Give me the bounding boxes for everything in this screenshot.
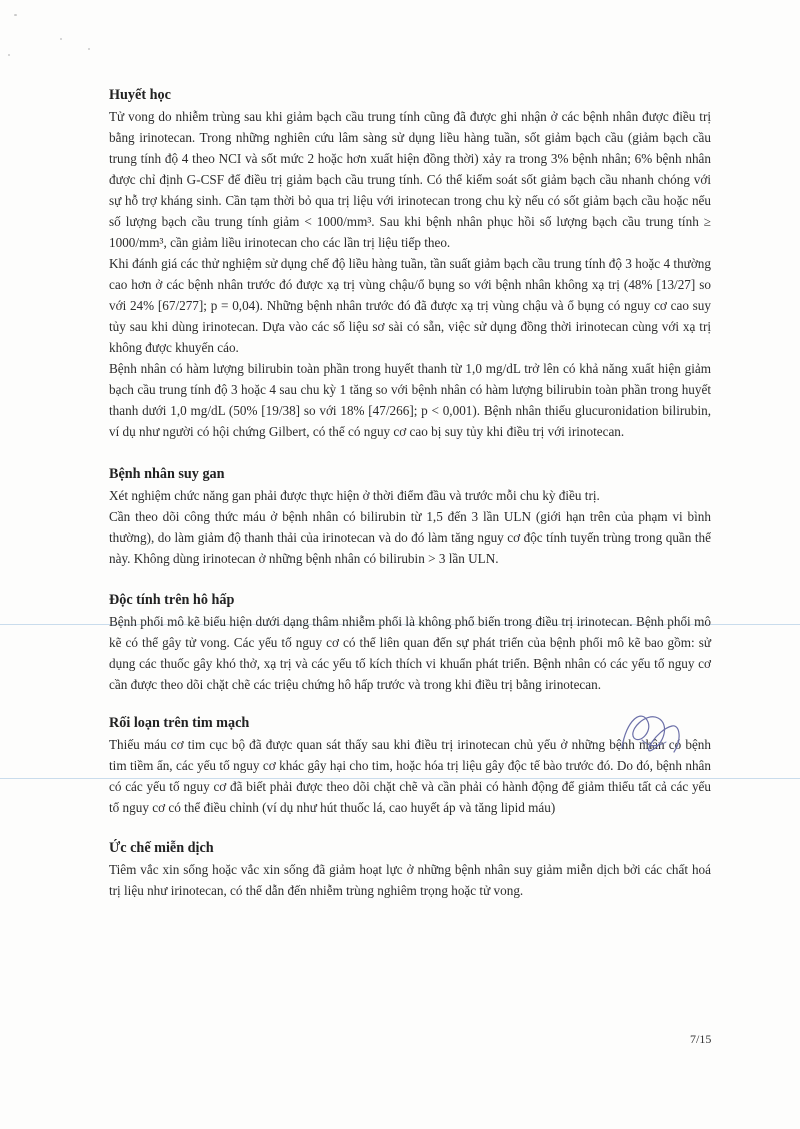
- section-heading: Độc tính trên hô hấp: [109, 592, 235, 608]
- scan-speck: [60, 38, 62, 40]
- paragraph: Thiếu máu cơ tim cục bộ đã được quan sát thấy sau khi điều trị irinotecan chủ yếu ở những bệnh nhân có bệnh tim tiềm ẩn, các yếu tố nguy cơ khác gây hại cho tim, hoặc hóa trị liệu gây độc tế bào trước đó. Do đó, bệnh nhân có các yếu tố nguy cơ đã biết phải được theo dõi chặt chẽ và cần phải có hành động để giảm thiểu tất cả các yếu tố nguy cơ có thể điều chỉnh (ví dụ như hút thuốc lá, cao huyết áp và tăng lipid máu): [109, 737, 711, 815]
- scan-speck: [8, 54, 10, 56]
- section-huyet-hoc: [109, 84, 711, 442]
- section-benh-nhan-suy-gan: [109, 463, 711, 569]
- section-doc-tinh-ho-hap: [109, 589, 711, 695]
- section-heading: Ức chế miễn dịch: [109, 840, 214, 856]
- scan-speck: [88, 48, 90, 50]
- page-number: 7/15: [690, 1032, 712, 1046]
- paragraph: Tử vong do nhiễm trùng sau khi giảm bạch cầu trung tính cũng đã được ghi nhận ở các bệnh nhân được điều trị bằng irinotecan. Trong những nghiên cứu lâm sàng sử dụng liều hàng tuần, sốt giảm bạch cầu (giảm bạch cầu trung tính độ 4 theo NCI và sốt mức 2 hoặc hơn xuất hiện đồng thời) xảy ra trong 3% bệnh nhân; 6% bệnh nhân được chỉ định G-CSF để điều trị giảm bạch cầu trung tính. Có thể kiểm soát sốt giảm bạch cầu nhanh chóng với sự hỗ trợ kháng sinh. Cần tạm thời bỏ qua trị liệu với irinotecan trong chu kỳ nếu có sốt giảm bạch cầu hoặc nếu số lượng bạch cầu trung tính giảm < 1000/mm³. Sau khi bệnh nhân phục hồi số lượng bạch cầu trung tính ≥ 1000/mm³, cần giảm liều irinotecan cho các lần trị liệu tiếp theo.: [109, 109, 711, 250]
- section-heading: Rối loạn trên tim mạch: [109, 715, 250, 731]
- section-heading: Huyết học: [109, 87, 171, 103]
- section-heading: Bệnh nhân suy gan: [109, 466, 225, 482]
- section-uc-che-mien-dich: [109, 837, 711, 901]
- paragraph: Tiêm vắc xin sống hoặc vắc xin sống đã giảm hoạt lực ở những bệnh nhân suy giảm miễn dịch bởi các chất hoá trị liệu như irinotecan, có thể dẫn đến nhiễm trùng nghiêm trọng hoặc tử vong.: [109, 862, 711, 898]
- paragraph: Khi đánh giá các thử nghiệm sử dụng chế độ liều hàng tuần, tần suất giảm bạch cầu trung tính độ 3 hoặc 4 thường cao hơn ở các bệnh nhân trước đó được xạ trị vùng chậu/ổ bụng so với bệnh nhân không xạ trị (48% [13/27] so với 24% [67/277]; p = 0,04). Những bệnh nhân trước đó đã được xạ trị vùng chậu và ổ bụng có nguy cơ cao suy tủy sau khi dùng irinotecan. Dựa vào các số liệu sơ sài có sẵn, việc sử dụng đồng thời irinotecan cùng với xạ trị không được khuyến cáo.: [109, 256, 711, 355]
- paragraph: Bệnh phổi mô kẽ biểu hiện dưới dạng thâm nhiễm phổi là không phổ biến trong điều trị irinotecan. Bệnh phổi mô kẽ có thể gây tử vong. Các yếu tố nguy cơ có thể liên quan đến sự phát triển của bệnh phổi mô kẽ bao gồm: sử dụng các thuốc gây khó thở, xạ trị và các yếu tố kích thích vi khuẩn phát triển. Bệnh nhân có các yếu tố nguy cơ cần được theo dõi chặt chẽ các triệu chứng hô hấp trước và trong khi điều trị bằng irinotecan.: [109, 614, 711, 692]
- scan-speck: [14, 14, 17, 16]
- paragraph: Bệnh nhân có hàm lượng bilirubin toàn phần trong huyết thanh từ 1,0 mg/dL trở lên có khả năng xuất hiện giảm bạch cầu trung tính độ 3 hoặc 4 sau chu kỳ 1 tăng so với bệnh nhân có hàm lượng bilirubin toàn phần trong huyết thanh dưới 1,0 mg/dL (50% [19/38] so với 18% [47/266]; p < 0,001). Bệnh nhân thiếu glucuronidation bilirubin, ví dụ như người có hội chứng Gilbert, có thể có nguy cơ cao bị suy tủy khi điều trị với irinotecan.: [109, 361, 711, 439]
- handwritten-signature: [612, 700, 692, 770]
- paragraph: Xét nghiệm chức năng gan phải được thực hiện ở thời điểm đầu và trước mỗi chu kỳ điều trị.: [109, 488, 600, 503]
- document-body: [109, 84, 711, 901]
- paragraph: Cần theo dõi công thức máu ở bệnh nhân có bilirubin từ 1,5 đến 3 lần ULN (giới hạn trên của phạm vi bình thường), do làm giảm độ thanh thải của irinotecan và do đó làm tăng nguy cơ độc tính tuyến trùng trong quần thể này. Không dùng irinotecan ở những bệnh nhân có bilirubin > 3 lần ULN.: [109, 509, 711, 566]
